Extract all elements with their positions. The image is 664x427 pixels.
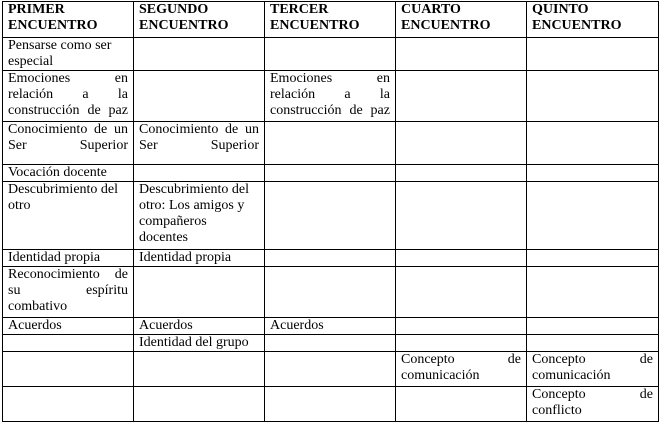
table-row bbox=[3, 318, 659, 335]
table-cell bbox=[134, 165, 265, 182]
table-cell bbox=[265, 165, 396, 182]
table-cell: Pensarse como ser especial bbox=[3, 38, 134, 71]
table-cell bbox=[396, 122, 527, 165]
table-row bbox=[3, 38, 659, 71]
table-cell: Vocación docente bbox=[3, 165, 134, 182]
table-cell bbox=[265, 122, 396, 165]
table-cell: Identidad propia bbox=[3, 250, 134, 267]
table-row bbox=[3, 71, 659, 122]
table-cell bbox=[3, 352, 134, 387]
table-cell bbox=[134, 352, 265, 387]
header-row bbox=[3, 2, 659, 38]
table-cell: Identidad del grupo bbox=[134, 335, 265, 352]
table-cell bbox=[396, 165, 527, 182]
table-cell bbox=[265, 267, 396, 318]
table-cell bbox=[527, 318, 659, 335]
table-cell: Identidad propia bbox=[134, 250, 265, 267]
table-cell bbox=[265, 182, 396, 250]
table-cell bbox=[134, 71, 265, 122]
header-cell: TERCER ENCUENTRO bbox=[265, 2, 396, 38]
table-cell bbox=[396, 387, 527, 422]
table-cell bbox=[134, 38, 265, 71]
table-cell bbox=[3, 335, 134, 352]
table-cell: Concepto de comunicación bbox=[527, 352, 659, 387]
table-cell bbox=[527, 122, 659, 165]
table-row bbox=[3, 387, 659, 422]
table-row bbox=[3, 267, 659, 318]
table-cell bbox=[396, 182, 527, 250]
table-cell: Descubrimiento del otro: Los amigos y compañeros docentes bbox=[134, 182, 265, 250]
table-cell bbox=[265, 352, 396, 387]
table-cell bbox=[396, 250, 527, 267]
table-cell: Acuerdos bbox=[265, 318, 396, 335]
table-row bbox=[3, 335, 659, 352]
table-cell: Reconocimiento de su espíritu combativo bbox=[3, 267, 134, 318]
table-row bbox=[3, 352, 659, 387]
table-cell bbox=[527, 267, 659, 318]
table-row bbox=[3, 182, 659, 250]
table-cell bbox=[265, 387, 396, 422]
table-cell: Concepto de comunicación bbox=[396, 352, 527, 387]
table-row bbox=[3, 122, 659, 165]
table-cell bbox=[396, 38, 527, 71]
table-cell: Acuerdos bbox=[134, 318, 265, 335]
table-row bbox=[3, 165, 659, 182]
table-cell bbox=[134, 387, 265, 422]
table-cell bbox=[527, 182, 659, 250]
table-cell bbox=[527, 335, 659, 352]
table-cell bbox=[527, 38, 659, 71]
table-cell bbox=[396, 71, 527, 122]
table-cell bbox=[396, 318, 527, 335]
table-cell bbox=[527, 165, 659, 182]
table-cell: Descubrimiento del otro bbox=[3, 182, 134, 250]
table-cell: Concepto de conflicto bbox=[527, 387, 659, 422]
table-cell bbox=[265, 38, 396, 71]
table-cell bbox=[134, 267, 265, 318]
table-cell: Emociones en relación a la construcción de paz bbox=[3, 71, 134, 122]
table-cell: Emociones en relación a la construcción de paz bbox=[265, 71, 396, 122]
header-cell: SEGUNDO ENCUENTRO bbox=[134, 2, 265, 38]
table-cell bbox=[3, 387, 134, 422]
table-cell: Conocimiento de un Ser Superior bbox=[3, 122, 134, 165]
header-cell: CUARTO ENCUENTRO bbox=[396, 2, 527, 38]
table-cell: Conocimiento de un Ser Superior bbox=[134, 122, 265, 165]
header-cell: PRIMER ENCUENTRO bbox=[3, 2, 134, 38]
table-row bbox=[3, 250, 659, 267]
table-cell bbox=[527, 71, 659, 122]
table-cell bbox=[527, 250, 659, 267]
table-cell bbox=[396, 335, 527, 352]
table-cell bbox=[265, 335, 396, 352]
encounters-table bbox=[2, 1, 659, 422]
table-cell bbox=[396, 267, 527, 318]
table-cell: Acuerdos bbox=[3, 318, 134, 335]
table-cell bbox=[265, 250, 396, 267]
header-cell: QUINTO ENCUENTRO bbox=[527, 2, 659, 38]
